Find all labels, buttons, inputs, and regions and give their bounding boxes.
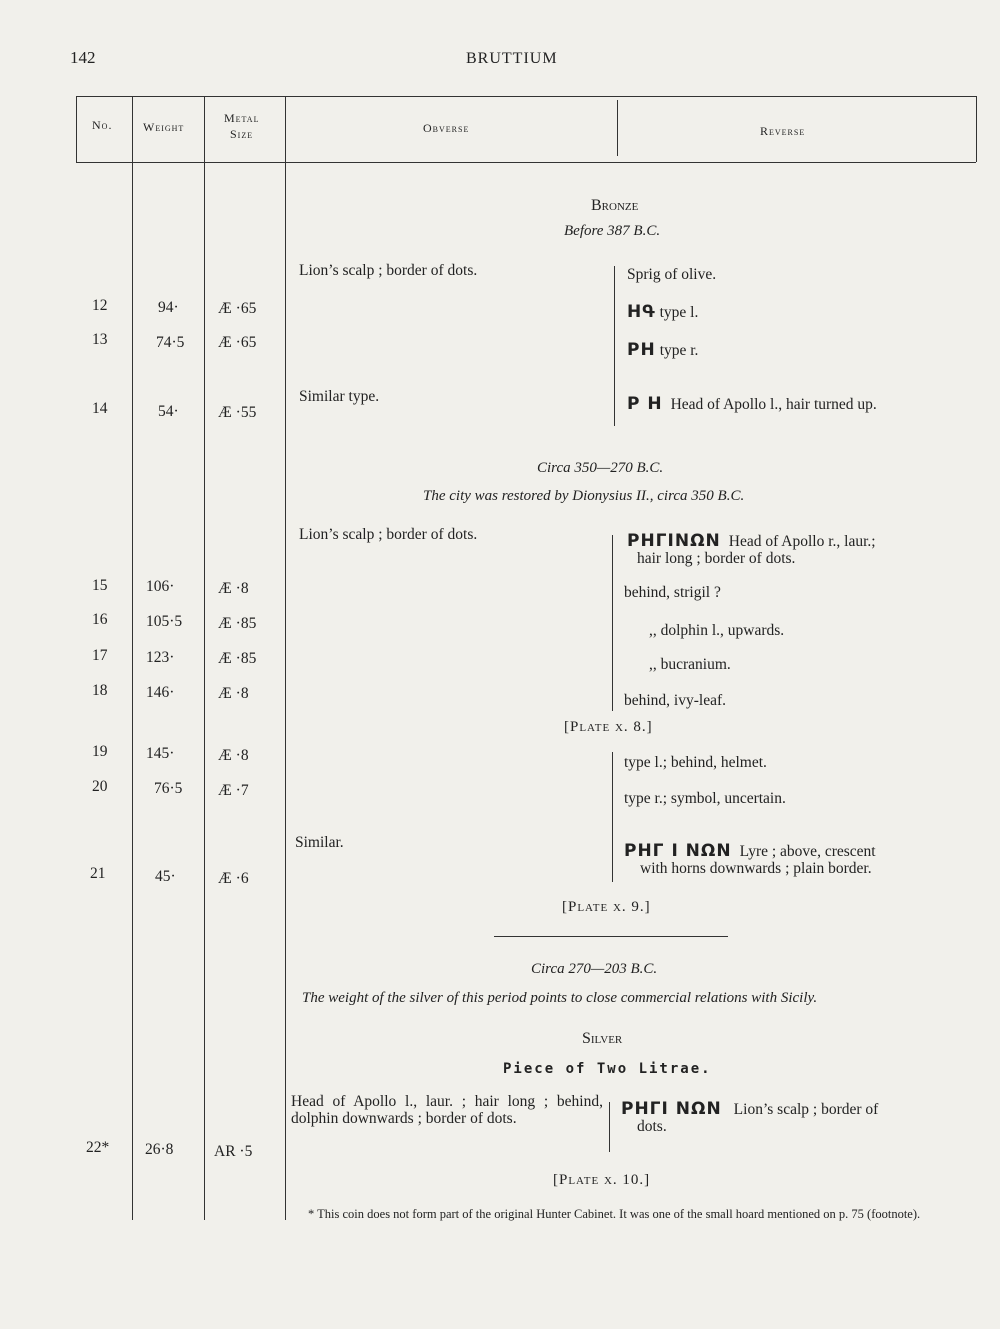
reverse-text: behind, strigil ? (624, 584, 721, 601)
date-circa-350: Circa 350—270 B.C. (537, 460, 664, 476)
column-rule (976, 96, 977, 162)
entry-metal-size: Æ ·7 (218, 782, 249, 799)
reverse-text: hair long ; border of dots. (637, 550, 796, 567)
reverse-text: with horns downwards ; plain border. (640, 860, 872, 877)
obverse-text: Similar. (295, 834, 344, 851)
section-silver: Silver (582, 1030, 623, 1047)
entry-weight: 106· (146, 578, 175, 595)
table-header-rule (76, 162, 976, 163)
obverse-text: Lion’s scalp ; border of dots. (299, 262, 478, 279)
entry-weight: 105·5 (146, 613, 183, 630)
reverse-text: Lion’s scalp ; border of (733, 1101, 879, 1118)
entry-no: 22* (86, 1139, 110, 1156)
entry-weight: 76·5 (154, 780, 183, 797)
reverse-text: Lyre ; above, crescent (739, 843, 876, 860)
reverse-rule (612, 535, 613, 711)
reverse-rule (612, 752, 613, 882)
entry-weight: 74·5 (156, 334, 185, 351)
header-metal: Metal (224, 111, 260, 125)
column-rule (76, 96, 77, 162)
reverse-line (624, 841, 876, 861)
entry-metal-size: Æ ·55 (218, 404, 257, 421)
entry-metal-size: AR ·5 (214, 1143, 253, 1160)
legend: HԳ (627, 302, 656, 322)
entry-weight: 26·8 (145, 1141, 174, 1158)
reverse-text: Head of Apollo r., laur.; (728, 533, 876, 550)
entry-weight: 54· (158, 403, 179, 420)
header-reverse: Reverse (760, 124, 806, 138)
column-rule (204, 96, 205, 1220)
reverse-text: type r.; symbol, uncertain. (624, 790, 786, 807)
header-weight: Weight (143, 120, 185, 134)
reverse-line (621, 1099, 878, 1119)
reverse-text: ,, bucranium. (649, 656, 731, 673)
entry-metal-size: Æ ·8 (218, 685, 249, 702)
footnote: * This coin does not form part of the original Hunter Cabinet. It was one of the small hoard mentioned on p. 75 (footnote). (308, 1207, 921, 1221)
reverse-text: type r. (659, 342, 699, 359)
obverse-text: Head of Apollo l., laur. ; hair long ; behind, dolphin downwards ; border of dots. (291, 1093, 603, 1127)
date-circa-270: Circa 270—203 B.C. (531, 961, 658, 977)
page-number: 142 (70, 48, 96, 67)
reverse-text: ,, dolphin l., upwards. (649, 622, 785, 639)
entry-weight: 123· (146, 649, 175, 666)
column-rule (132, 96, 133, 1220)
entry-no: 13 (92, 331, 108, 348)
entry-no: 15 (92, 577, 108, 594)
entry-metal-size: Æ ·8 (218, 747, 249, 764)
plate-reference: [Plate x. 10.] (553, 1172, 651, 1188)
column-rule (285, 96, 286, 1220)
denomination-heading: Piece of Two Litrae. (503, 1061, 712, 1077)
reverse-text: Head of Apollo l., hair turned up. (670, 396, 877, 413)
entry-metal-size: Æ ·8 (218, 580, 249, 597)
entry-weight: 45· (155, 868, 176, 885)
reverse-text: type l. (659, 304, 699, 321)
section-divider (494, 936, 728, 937)
header-no: No. (92, 118, 113, 132)
legend: PH (627, 340, 656, 360)
entry-no: 14 (92, 400, 108, 417)
entry-weight: 146· (146, 684, 175, 701)
table-top-rule (76, 96, 976, 97)
reverse-line (627, 340, 698, 360)
date-before-387: Before 387 B.C. (564, 223, 661, 239)
header-obverse: Obverse (423, 121, 470, 135)
plate-reference: [Plate x. 9.] (562, 899, 651, 915)
header-size: Size (230, 127, 254, 141)
entry-metal-size: Æ ·6 (218, 870, 249, 887)
reverse-rule (614, 266, 615, 426)
plate-reference: [Plate x. 8.] (564, 719, 653, 735)
section-note: The weight of the silver of this period points to close commercial relations with Sicily. (302, 990, 818, 1006)
entry-no: 20 (92, 778, 108, 795)
legend: P H (627, 394, 663, 414)
obverse-text: Lion’s scalp ; border of dots. (299, 526, 478, 543)
reverse-rule (609, 1102, 610, 1152)
entry-no: 18 (92, 682, 108, 699)
section-bronze: Bronze (591, 197, 639, 214)
entry-metal-size: Æ ·85 (218, 650, 257, 667)
reverse-text: behind, ivy-leaf. (624, 692, 727, 709)
reverse-text: dots. (637, 1118, 667, 1135)
legend: PHΓI NΩN (621, 1099, 722, 1119)
column-rule (617, 100, 618, 156)
reverse-line (627, 531, 876, 551)
reverse-text: Sprig of olive. (627, 266, 717, 283)
entry-no: 16 (92, 611, 108, 628)
entry-no: 19 (92, 743, 108, 760)
obverse-text: Similar type. (299, 388, 380, 405)
reverse-line (627, 302, 698, 322)
entry-metal-size: Æ ·65 (218, 334, 257, 351)
entry-metal-size: Æ ·65 (218, 300, 257, 317)
reverse-text: type l.; behind, helmet. (624, 754, 767, 771)
entry-no: 17 (92, 647, 108, 664)
reverse-line (627, 394, 877, 414)
entry-no: 12 (92, 297, 108, 314)
entry-weight: 94· (158, 299, 179, 316)
legend: PHΓ I NΩN (624, 841, 732, 861)
entry-metal-size: Æ ·85 (218, 615, 257, 632)
entry-weight: 145· (146, 745, 175, 762)
section-note: The city was restored by Dionysius II., circa 350 B.C. (423, 488, 745, 504)
entry-no: 21 (90, 865, 106, 882)
running-head: BRUTTIUM (466, 50, 558, 67)
legend: PHΓINΩN (627, 531, 721, 551)
